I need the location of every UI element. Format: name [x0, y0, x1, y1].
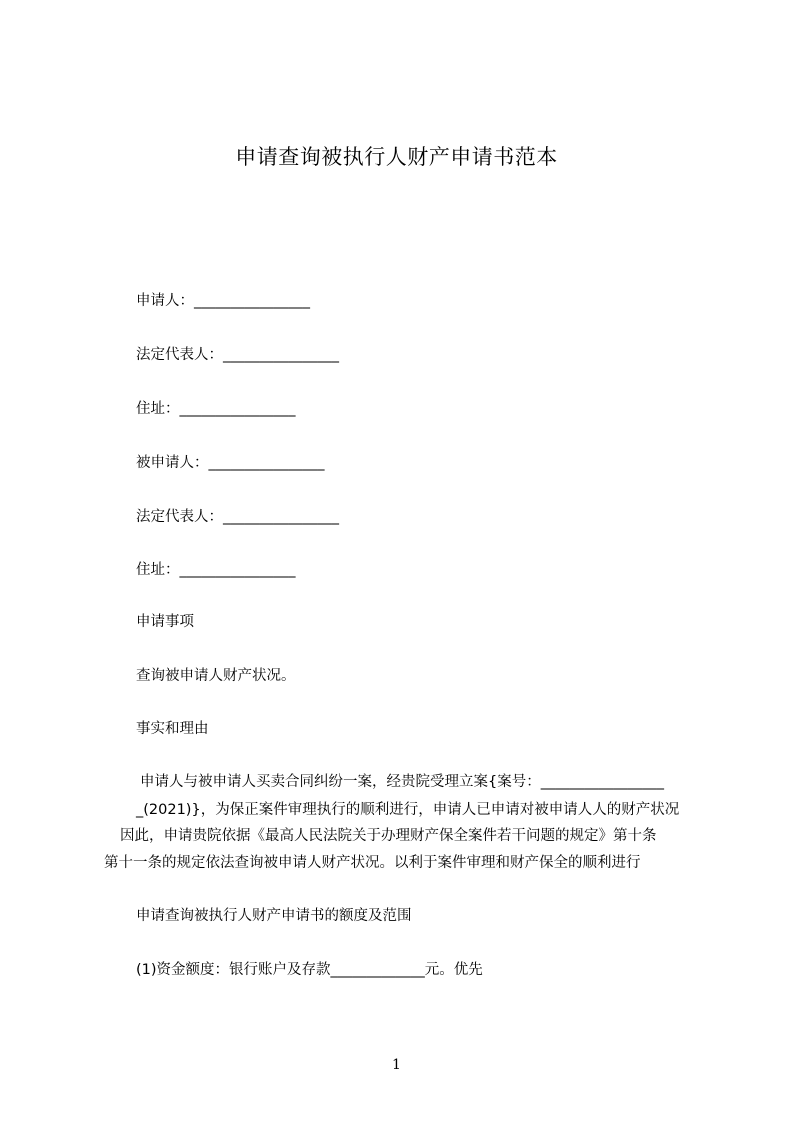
respondent-address-field: 住址：________________: [136, 562, 296, 578]
page-title: 申请查询被执行人财产申请书范本: [235, 145, 558, 169]
request-text: 查询被申请人财产状况。: [136, 668, 296, 684]
respondent-legal-rep-field: 法定代表人：________________: [136, 509, 339, 525]
applicant-field: 申请人：________________: [136, 293, 310, 309]
facts-line-3: 因此，申请贵院依据《最高人民法院关于办理财产保全案件若干问题的规定》第十条: [120, 828, 657, 844]
amount-line: (1)资金额度：银行账户及存款_____________元。优先: [136, 962, 483, 978]
page-number: 1: [392, 1057, 401, 1073]
respondent-field: 被申请人：________________: [136, 455, 325, 471]
scope-heading: 申请查询被执行人财产申请书的额度及范围: [136, 908, 412, 924]
facts-line-2: _(2021)}，为保正案件审理执行的顺利进行，申请人已申请对被申请人人的财产状况: [136, 802, 680, 818]
applicant-address-field: 住址：________________: [136, 401, 296, 417]
facts-line-4: 第十一条的规定依法查询被申请人财产状况。以利于案件审理和财产保全的顺利进行: [104, 855, 641, 871]
request-heading: 申请事项: [136, 614, 194, 630]
facts-heading: 事实和理由: [136, 721, 209, 737]
facts-line-1: 申请人与被申请人买卖合同纠纷一案，经贵院受理立案{案号：_________________: [140, 774, 664, 790]
applicant-legal-rep-field: 法定代表人：________________: [136, 347, 339, 363]
